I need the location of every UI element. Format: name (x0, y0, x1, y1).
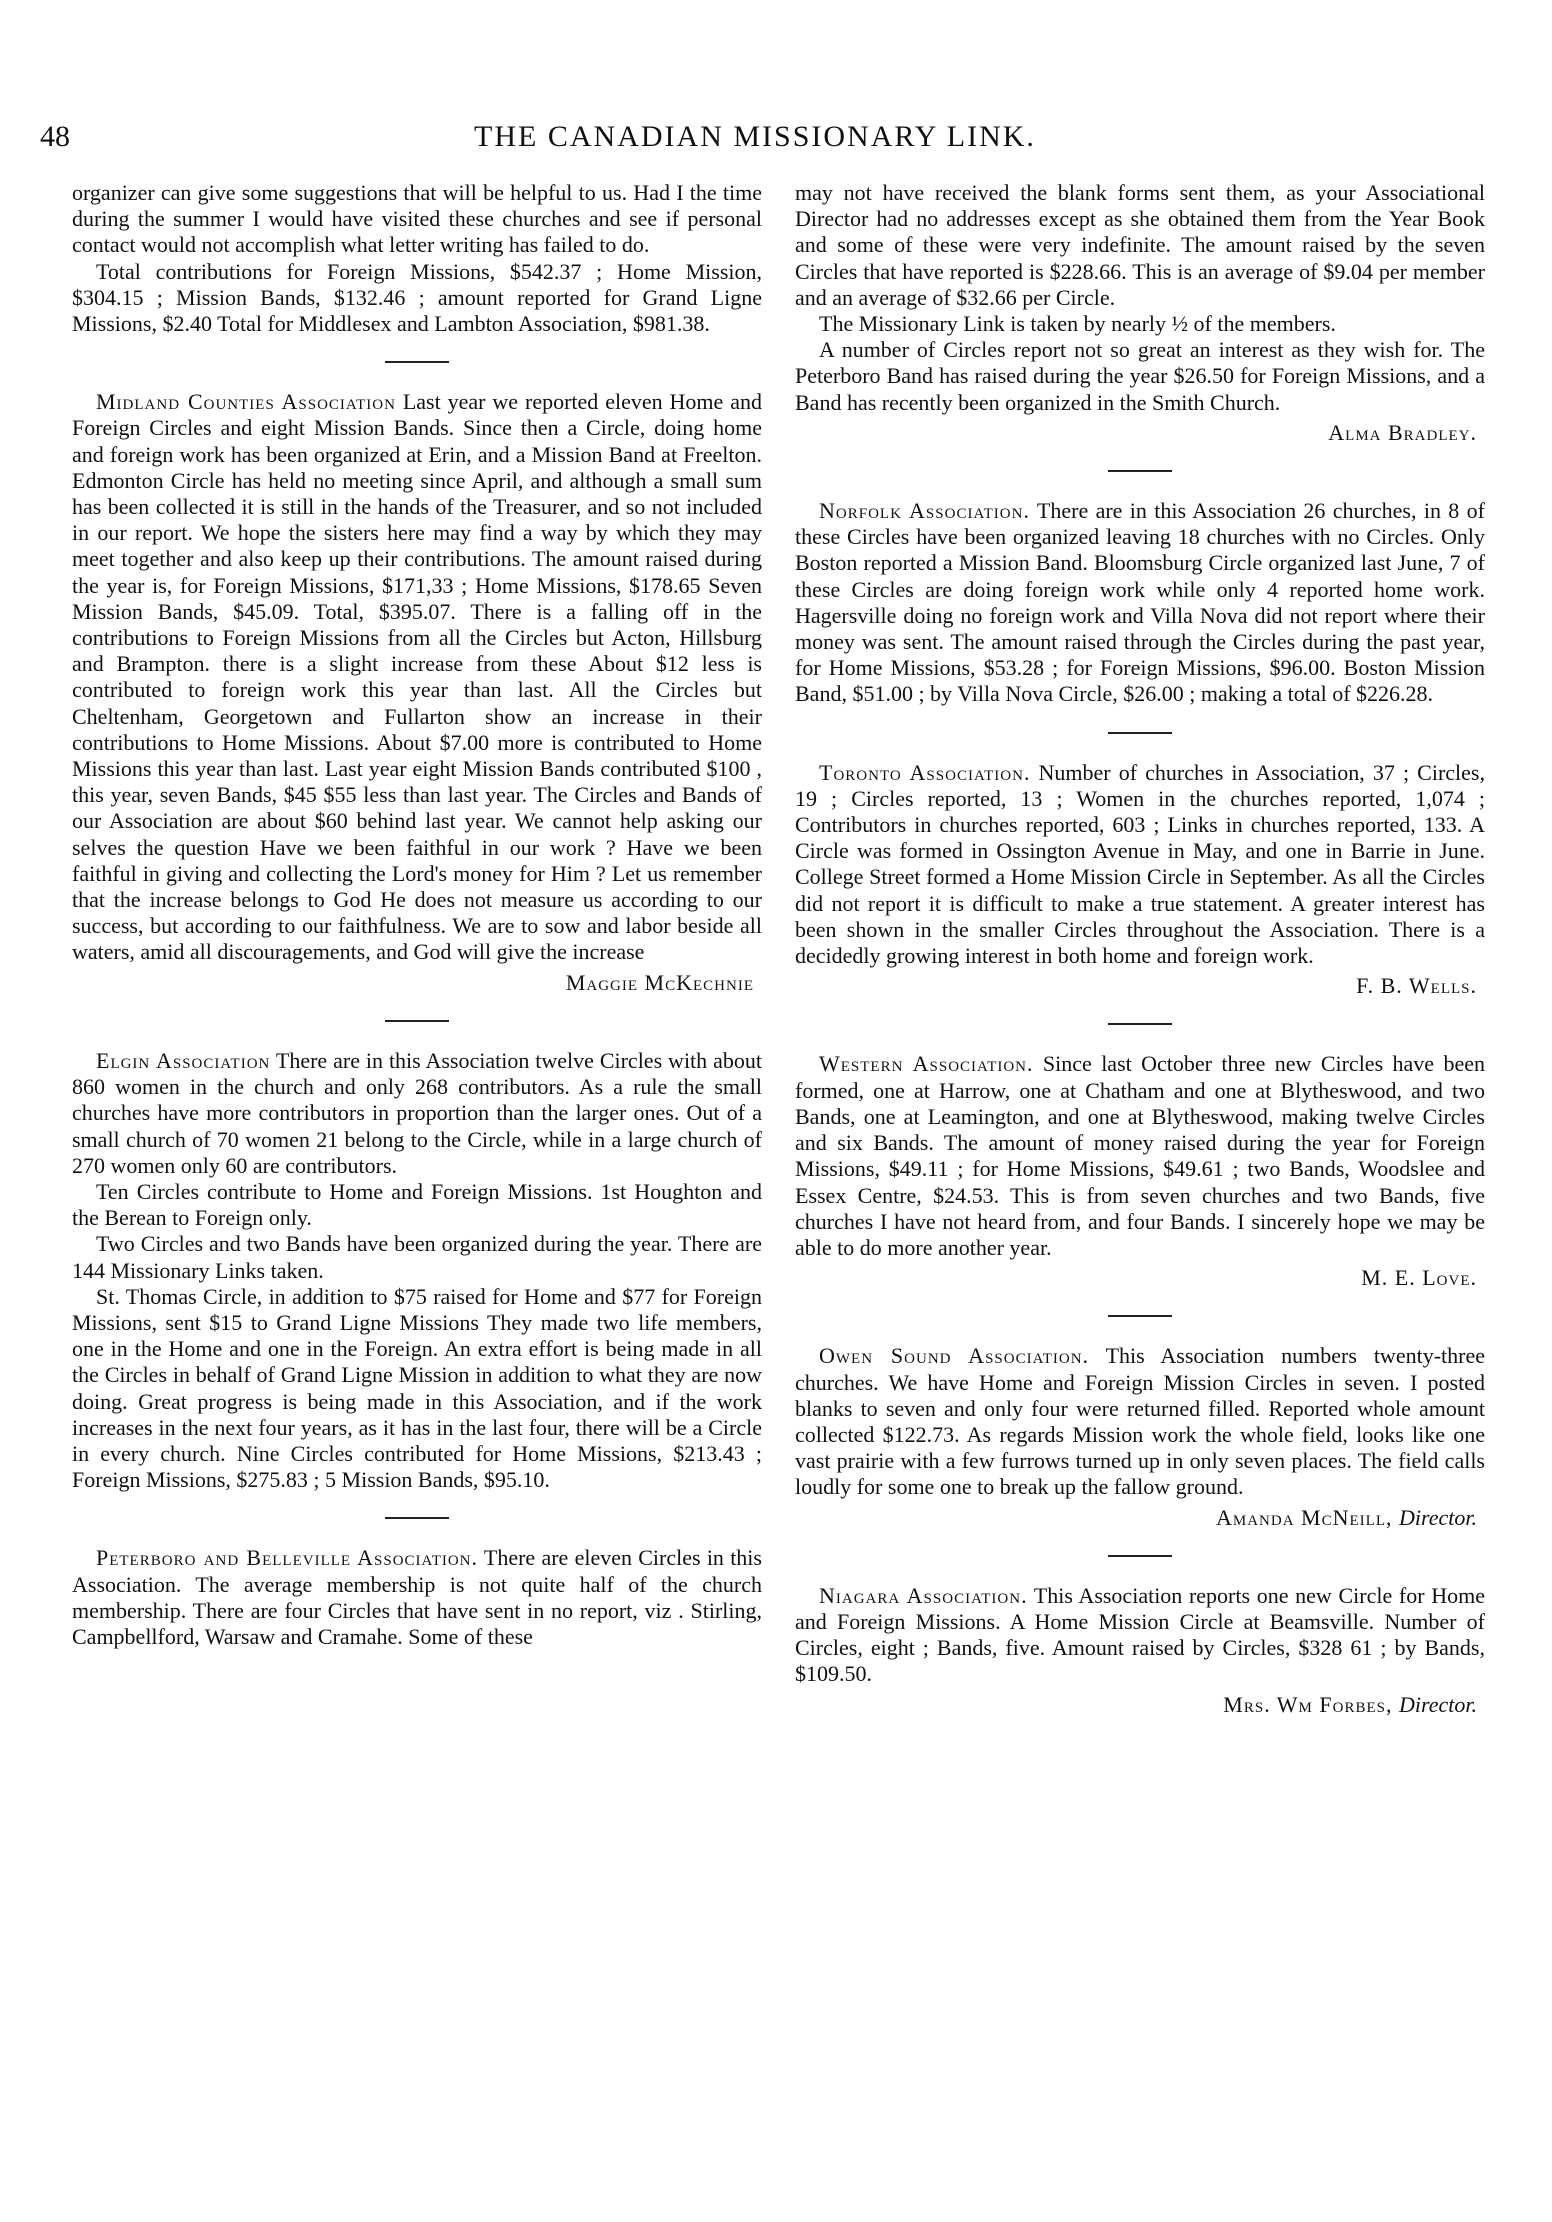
signature-role: Director. (1398, 1504, 1477, 1530)
section-heading: Norfolk Association. (819, 498, 1030, 524)
midland-section (72, 389, 762, 965)
toronto-section (795, 760, 1485, 970)
western-section (795, 1051, 1485, 1261)
section-text: There are in this Association 26 churches, in 8 of these Circles have been organized leaving 18 churches with no Circles. Only Boston reported a Mission Band. Bloomsburg Circle organized last June, 7 of these Circles are doing foreign work while only 4 reported home work. Hagersville doing no foreign work and Villa Nova did not report where their money was sent. The amount raised through the Circles during the past year, for Home Missions, $53.28 ; for Foreign Missions, $96.00. Boston Mission Band, $51.00 ; by Villa Nova Circle, $26.00 ; making a total of $226.28. (795, 498, 1485, 707)
paragraph: Two Circles and two Bands have been organized during the year. There are 144 Missionary Links taken. (72, 1231, 762, 1283)
section-text: This Association numbers twenty-three churches. We have Home and Foreign Mission Circles in seven. I posted blanks to seven and only four were returned filled. Reported whole amount collected $122.73. As regards Mission work the whole field, looks like one vast prairie with a few furrows turned up in only seven places. The field calls loudly for some one to break up the fallow ground. (795, 1343, 1485, 1500)
signature-name: Amanda McNeill, (1215, 1504, 1393, 1530)
paragraph: A number of Circles report not so great an interest as they wish for. The Peterboro Band has raised during the year $26.50 for Foreign Missions, and a Band has recently been organized in the Smith Church. (795, 337, 1485, 415)
signature (795, 1692, 1477, 1718)
owen-sound-section (795, 1343, 1485, 1500)
paragraph: Ten Circles contribute to Home and Foreign Missions. 1st Houghton and the Berean to Foreign only. (72, 1178, 762, 1231)
section-divider (1108, 1315, 1172, 1317)
section-heading: Midland Counties Association (96, 389, 396, 415)
right-column (795, 180, 1485, 1718)
section-divider (385, 1020, 449, 1022)
paragraph: Total contributions for Foreign Missions, $542.37 ; Home Mission, $304.15 ; Mission Bands, $132.46 ; amount reported for Grand Ligne Missions, $2.40 Total for Middlesex and Lambton Association, $981.38. (72, 258, 762, 337)
section-divider (1108, 470, 1172, 472)
signature-name: Mrs. Wm Forbes, (1223, 1691, 1393, 1717)
section-divider (1108, 1023, 1172, 1025)
signature: F. B. Wells. (1356, 973, 1477, 999)
section-heading: Niagara Association. (819, 1582, 1028, 1608)
signature-role: Director. (1398, 1691, 1477, 1717)
peterboro-section (72, 1545, 762, 1650)
section-heading: Elgin Association (96, 1047, 271, 1073)
section-text: Number of churches in Association, 37 ; Circles, 19 ; Circles reported, 13 ; Women in the churches reported, 1,074 ; Contributors in churches reported, 603 ; Links in churches reported, 133. A Circle was formed in Ossington Avenue in May, and one in Barrie in June. College Street formed a Home Mission Circle in September. As all the Circles did not report it is difficult to make a true statement. A greater interest has been shown in the smaller Circles throughout the Association. There is a decidedly growing interest in both home and foreign work. (795, 759, 1485, 969)
left-column (72, 180, 762, 1650)
paragraph: The Missionary Link is taken by nearly ½ of the members. (819, 311, 1336, 337)
paragraph: St. Thomas Circle, in addition to $75 raised for Home and $77 for Foreign Missions, sent $15 to Grand Ligne Missions They made two life members, one in the Home and one in the Foreign. An extra effort is being made in all the Circles in behalf of Grand Ligne Mission in addition to what they are now doing. Great progress is being made in this Association, and if the work increases in the next four years, as it has in the last four, there will be a Circle in every church. Nine Circles contributed for Home Missions, $213.43 ; Foreign Missions, $275.83 ; 5 Mission Bands, $95.10. (72, 1283, 762, 1493)
signature: M. E. Love. (1361, 1265, 1477, 1291)
section-divider (1108, 1555, 1172, 1557)
section-heading: Western Association. (819, 1051, 1034, 1077)
section-divider (385, 1517, 449, 1519)
paragraph: organizer can give some suggestions that will be helpful to us. Had I the time during the summer I would have visited these churches and see if personal contact would not accomplish what letter writing has failed to do. (72, 180, 762, 258)
page-header (40, 120, 1470, 160)
section-divider (385, 361, 449, 363)
section-text: There are eleven Circles in this Association. The average membership is not quite half of the church membership. There are four Circles that have sent in no report, viz . Stirling, Campbellford, Warsaw and Cramahe. Some of these (72, 1545, 762, 1649)
section-text: This Association reports one new Circle for Home and Foreign Missions. A Home Mission Circle at Beamsville. Number of Circles, eight ; Bands, five. Amount raised by Circles, $328 61 ; by Bands, $109.50. (795, 1582, 1485, 1687)
section-heading: Peterboro and Belleville Association. (96, 1545, 479, 1571)
niagara-section (795, 1583, 1485, 1688)
paragraph: may not have received the blank forms sent them, as your Associational Director had no addresses except as she obtained them from the Year Book and some of these were very indefinite. The amount raised by the seven Circles that have reported is $228.66. This is an average of $9.04 per member and an average of $32.66 per Circle. (795, 180, 1485, 310)
section-text: Since last October three new Circles have been formed, one at Harrow, one at Chatham and one at Blytheswood, and two Bands, one at Leamington, and one at Blytheswood, making twelve Circles and six Bands. The amount of money raised during the year for Foreign Missions, $49.11 ; for Home Missions, $49.61 ; two Bands, Woodslee and Essex Centre, $24.53. This is from seven churches and two Bands, five churches I have not heard from, and four Bands. I sincerely hope we may be able to do more another year. (795, 1051, 1485, 1260)
signature: Alma Bradley. (1328, 419, 1477, 445)
section-heading: Owen Sound Association. (819, 1343, 1090, 1369)
page-number: 48 (40, 120, 70, 153)
norfolk-section (795, 498, 1485, 708)
section-text: Last year we reported eleven Home and Foreign Circles and eight Mission Bands. Since then a Circle, doing home and foreign work has been organized at Erin, and a Mission Band at Freelton. Edmonton Circle has held no meeting since April, and although a small sum has been collected it is still in the hands of the Treasurer, and so not included in our report. We hope the sisters here may find a way by which they may meet together and also keep up their contributions. The amount raised during the year is, for Foreign Missions, $171,33 ; Home Missions, $178.65 Seven Mission Bands, $45.09. Total, $395.07. There is a falling off in the contributions to Foreign Missions from all the Circles but Acton, Hillsburg and Brampton. there is a slight increase from these About $12 less is contributed to foreign work this year than last. All the Circles but Cheltenham, Georgetown and Fullarton show an increase in their contributions to Home Missions. About $7.00 more is contributed to Home Missions this year than last. Last year eight Mission Bands contributed $100 , this year, seven Bands, $45 $55 less than last year. The Circles and Bands of our Association are about $60 behind last year. We cannot help asking our selves the question Have we been faithful in our work ? Have we been faithful in giving and collecting the Lord's money for Him ? Let us remember that the increase belongs to God He does not measure us according to our success, but according to our faithfulness. We are to sow and labor beside all waters, amid all discouragements, and God will give the increase (72, 389, 762, 965)
section-divider (1108, 732, 1172, 734)
elgin-section (72, 1048, 762, 1179)
signature (795, 1505, 1477, 1531)
signature: Maggie McKechnie (565, 969, 754, 995)
running-title: THE CANADIAN MISSIONARY LINK. (474, 120, 1036, 153)
section-heading: Toronto Association. (819, 759, 1031, 785)
section-text: There are in this Association twelve Circles with about 860 women in the church and only 268 contributors. As a rule the small churches have more contributors in proportion than the larger ones. Out of a small church of 70 women 21 belong to the Circle, while in a large church of 270 women only 60 are contributors. (72, 1047, 762, 1178)
